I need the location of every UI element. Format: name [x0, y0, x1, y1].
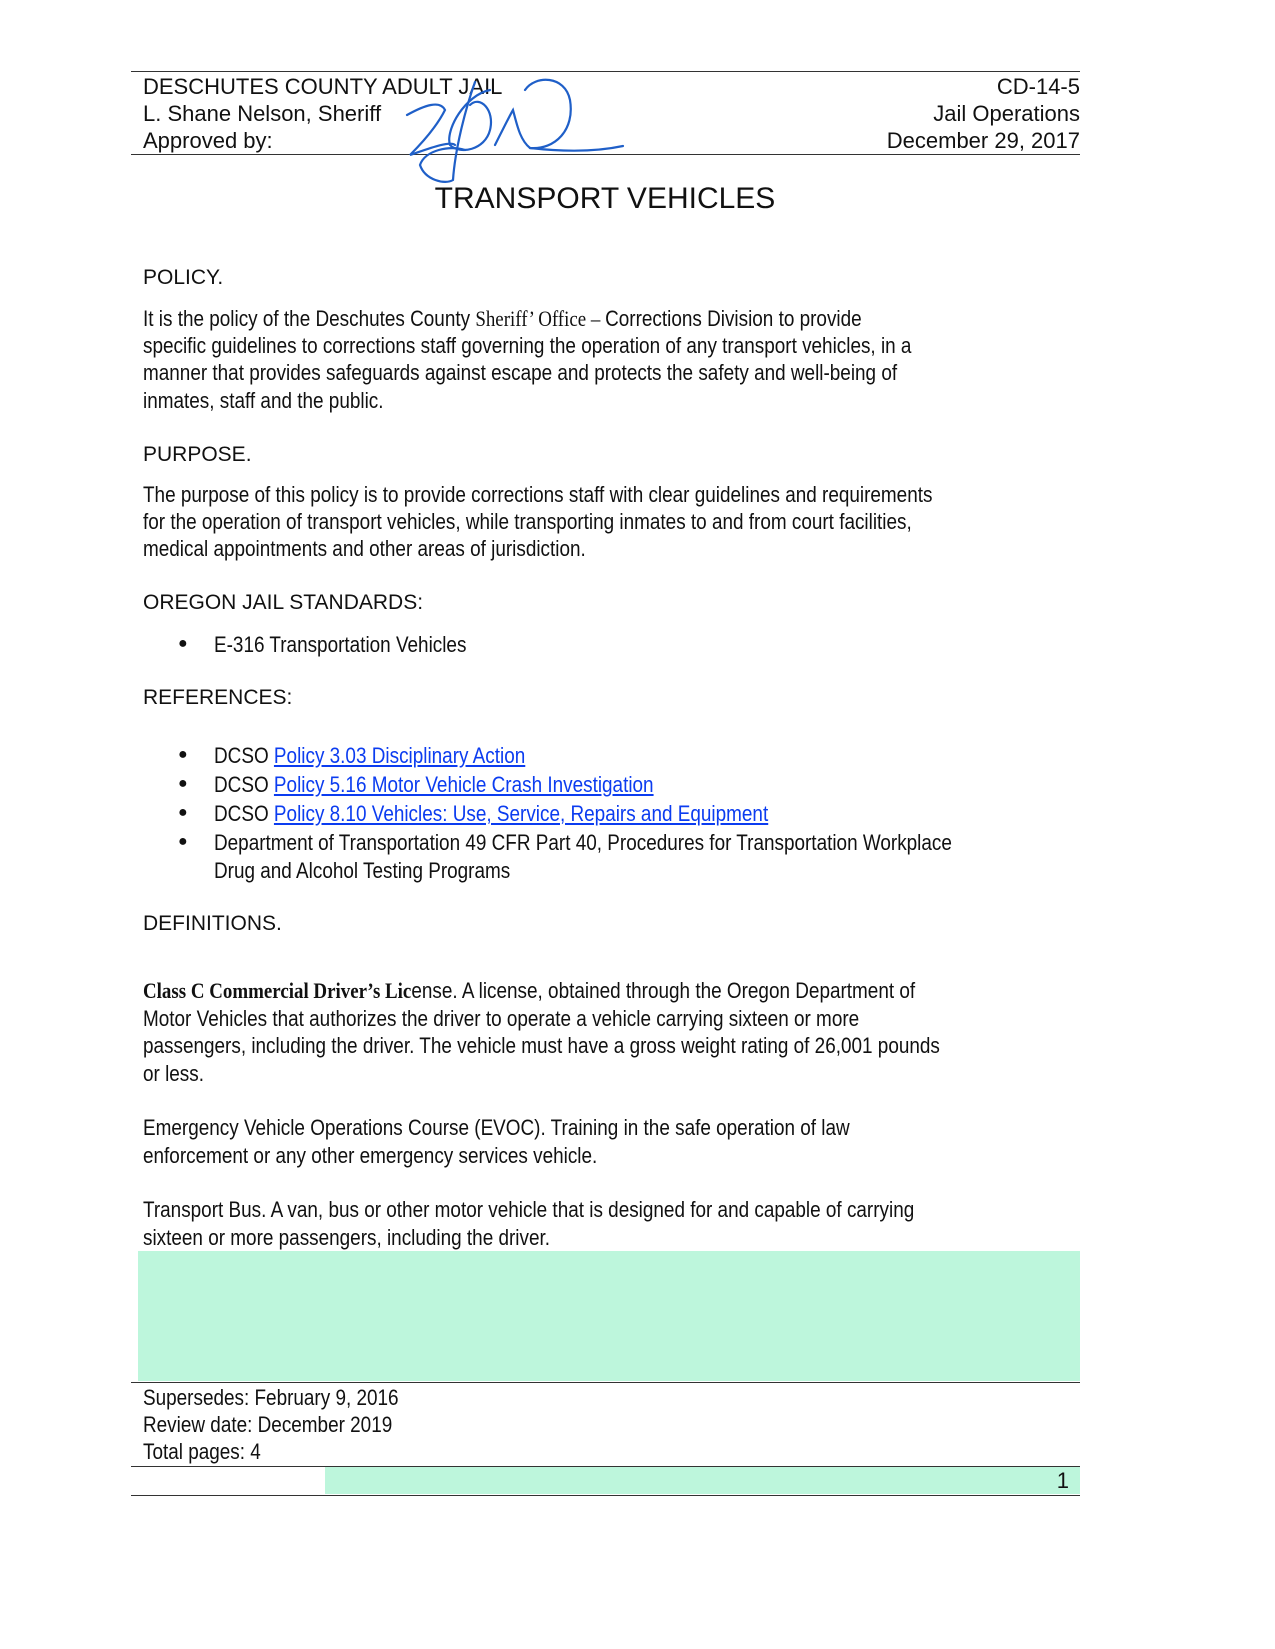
reference-item [214, 742, 525, 769]
policy-line: specific guidelines to corrections staff governing the operation of any transport vehicles, in a [143, 333, 912, 358]
references-heading: REFERENCES: [143, 686, 293, 709]
definition-term: Class C Commercial Driver’s Lic [143, 978, 412, 1003]
reference-prefix: DCSO [214, 743, 274, 768]
reference-item [214, 800, 768, 827]
reference-link[interactable]: Policy 8.10 Vehicles: Use, Service, Repairs and Equipment [273, 801, 769, 826]
signature [395, 70, 635, 190]
sheriff-name: L. Shane Nelson, Sheriff [143, 101, 382, 126]
bullet-icon: ● [178, 746, 188, 763]
policy-line [143, 305, 862, 332]
policy-category: Jail Operations [933, 101, 1080, 126]
reference-prefix: DCSO [214, 801, 274, 826]
bullet-icon: ● [178, 635, 188, 652]
page-number: 1 [1056, 1468, 1069, 1493]
reference-prefix: DCSO [214, 772, 274, 797]
reference-link[interactable]: Policy 5.16 Motor Vehicle Crash Investigation [273, 772, 654, 797]
policy-code: CD-14-5 [996, 74, 1080, 99]
reference-item [214, 771, 654, 798]
policy-text: It is the policy of the Deschutes County [143, 306, 476, 331]
footer-top-rule [131, 1382, 1080, 1383]
definition-line [143, 977, 915, 1004]
total-pages: Total pages: 4 [143, 1439, 261, 1464]
page-title: TRANSPORT VEHICLES [434, 182, 776, 215]
page-number-bar [325, 1467, 1080, 1494]
bullet-icon: ● [178, 833, 188, 850]
supersedes: Supersedes: February 9, 2016 [143, 1385, 399, 1410]
purpose-line: The purpose of this policy is to provide corrections staff with clear guidelines and requirements [143, 482, 933, 507]
policy-text: Sheriff’ Office – [475, 306, 606, 331]
definition-line: Motor Vehicles that authorizes the driver to operate a vehicle carrying sixteen or more [143, 1006, 860, 1031]
policy-date: December 29, 2017 [886, 128, 1080, 153]
definition-line: sixteen or more passengers, including the driver. [143, 1225, 550, 1250]
reference-item: Department of Transportation 49 CFR Part 40, Procedures for Transportation Workplace [214, 830, 952, 855]
policy-line: manner that provides safeguards against escape and protects the safety and well-being of [143, 360, 898, 385]
highlight-block [138, 1251, 1080, 1381]
reference-link[interactable]: Policy 3.03 Disciplinary Action [273, 743, 526, 768]
definition-line: or less. [143, 1061, 204, 1086]
bullet-icon: ● [178, 804, 188, 821]
reference-item: Drug and Alcohol Testing Programs [214, 858, 511, 883]
definition-line: Transport Bus. A van, bus or other motor vehicle that is designed for and capable of carrying [143, 1197, 915, 1222]
definitions-heading: DEFINITIONS. [143, 912, 282, 935]
policy-text: Corrections Division to provide [605, 306, 862, 331]
review-date: Review date: December 2019 [143, 1412, 393, 1437]
definition-line: Emergency Vehicle Operations Course (EVOC). Training in the safe operation of law [143, 1115, 850, 1140]
purpose-line: medical appointments and other areas of jurisdiction. [143, 536, 586, 561]
purpose-heading: PURPOSE. [143, 443, 252, 466]
standard-item: E-316 Transportation Vehicles [214, 632, 467, 657]
bullet-icon: ● [178, 775, 188, 792]
org-name: DESCHUTES COUNTY ADULT JAIL [143, 74, 503, 99]
footer-bottom-rule [131, 1495, 1080, 1496]
approved-by-label: Approved by: [143, 128, 273, 153]
definition-line: enforcement or any other emergency services vehicle. [143, 1143, 598, 1168]
standards-heading: OREGON JAIL STANDARDS: [143, 591, 424, 614]
policy-line: inmates, staff and the public. [143, 388, 384, 413]
purpose-line: for the operation of transport vehicles, while transporting inmates to and from court facilities, [143, 509, 912, 534]
definition-line: passengers, including the driver. The vehicle must have a gross weight rating of 26,001 pounds [143, 1033, 940, 1058]
definition-text: ense. A license, obtained through the Oregon Department of [411, 978, 916, 1003]
policy-heading: POLICY. [143, 266, 224, 289]
